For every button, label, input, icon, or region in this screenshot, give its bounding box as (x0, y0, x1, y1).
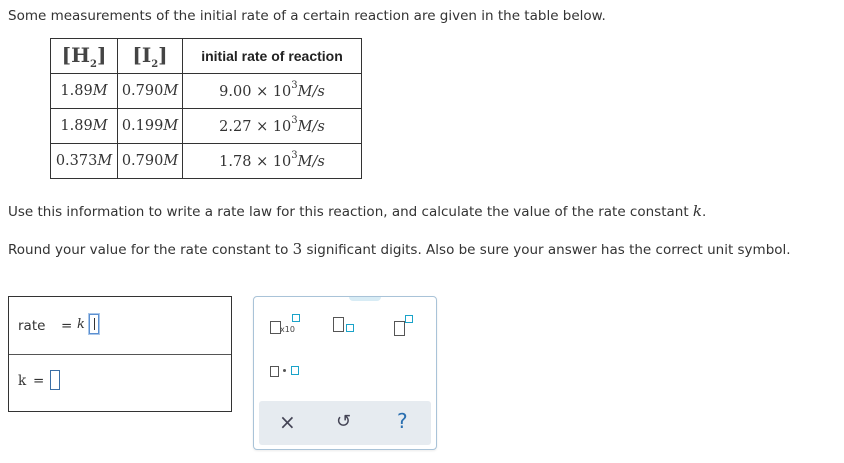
k-value-input[interactable] (50, 370, 60, 390)
equals-sign: = (61, 318, 73, 334)
help-icon[interactable]: ? (397, 409, 408, 433)
right-box-icon (291, 366, 299, 375)
panel-tab (349, 297, 381, 301)
i2-conc-cell: 0.790M (118, 74, 183, 109)
answer-box (8, 296, 232, 412)
clear-icon[interactable]: × (279, 410, 296, 434)
rate-cell: $1.78 \times 10^3M/s$ (183, 144, 362, 179)
text-cursor (94, 318, 95, 330)
rate-data-table (50, 38, 362, 179)
rate-label: rate (18, 318, 46, 334)
math-toolbar (253, 296, 437, 450)
exponent-box-icon (292, 314, 300, 322)
equals-sign: = (33, 373, 45, 389)
question-intro: Some measurements of the initial rate of a certain reaction are given in the table below. (8, 8, 606, 24)
multiply-dot-button[interactable] (268, 363, 304, 379)
x10-label: x10 (280, 325, 295, 334)
subscript-box-icon (346, 324, 354, 332)
rate-cell: $9.00 \times 10^3M/s$ (183, 74, 362, 109)
rounding-text: Round your value for the rate constant to 3 significant digits. Also be sure your answer has the correct unit symbol. (8, 240, 791, 258)
table-row (51, 109, 362, 144)
h2-conc-cell: 1.89M (51, 109, 118, 144)
header-h2: $[H_2]$ (51, 39, 118, 74)
h2-conc-cell: 0.373M (51, 144, 118, 179)
h2-conc-cell: 1.89M (51, 74, 118, 109)
table-row (51, 144, 362, 179)
superscript-box-icon (405, 315, 413, 323)
table-header-row (51, 39, 362, 74)
i2-conc-cell: 0.790M (118, 144, 183, 179)
dot-icon (283, 369, 286, 372)
rate-law-row (9, 297, 231, 355)
table-row (51, 74, 362, 109)
i2-conc-cell: 0.199M (118, 109, 183, 144)
left-box-icon (270, 366, 279, 377)
header-initial-rate: initial rate of reaction (183, 39, 362, 74)
k-label: k (18, 373, 27, 389)
subscript-button[interactable] (330, 313, 360, 337)
instruction-text: Use this information to write a rate law for this reaction, and calculate the value of the rate constant k. (8, 202, 707, 220)
rate-constant-symbol: k (77, 317, 85, 332)
undo-icon[interactable]: ↺ (336, 411, 352, 432)
base-box-icon (394, 321, 405, 336)
rate-cell: $2.27 \times 10^3M/s$ (183, 109, 362, 144)
header-i2: $[I_2]$ (118, 39, 183, 74)
scientific-notation-button[interactable] (268, 313, 304, 337)
k-value-row (9, 355, 231, 411)
base-box-icon (333, 317, 344, 332)
toolbar-footer (259, 401, 431, 445)
superscript-button[interactable] (392, 313, 422, 337)
